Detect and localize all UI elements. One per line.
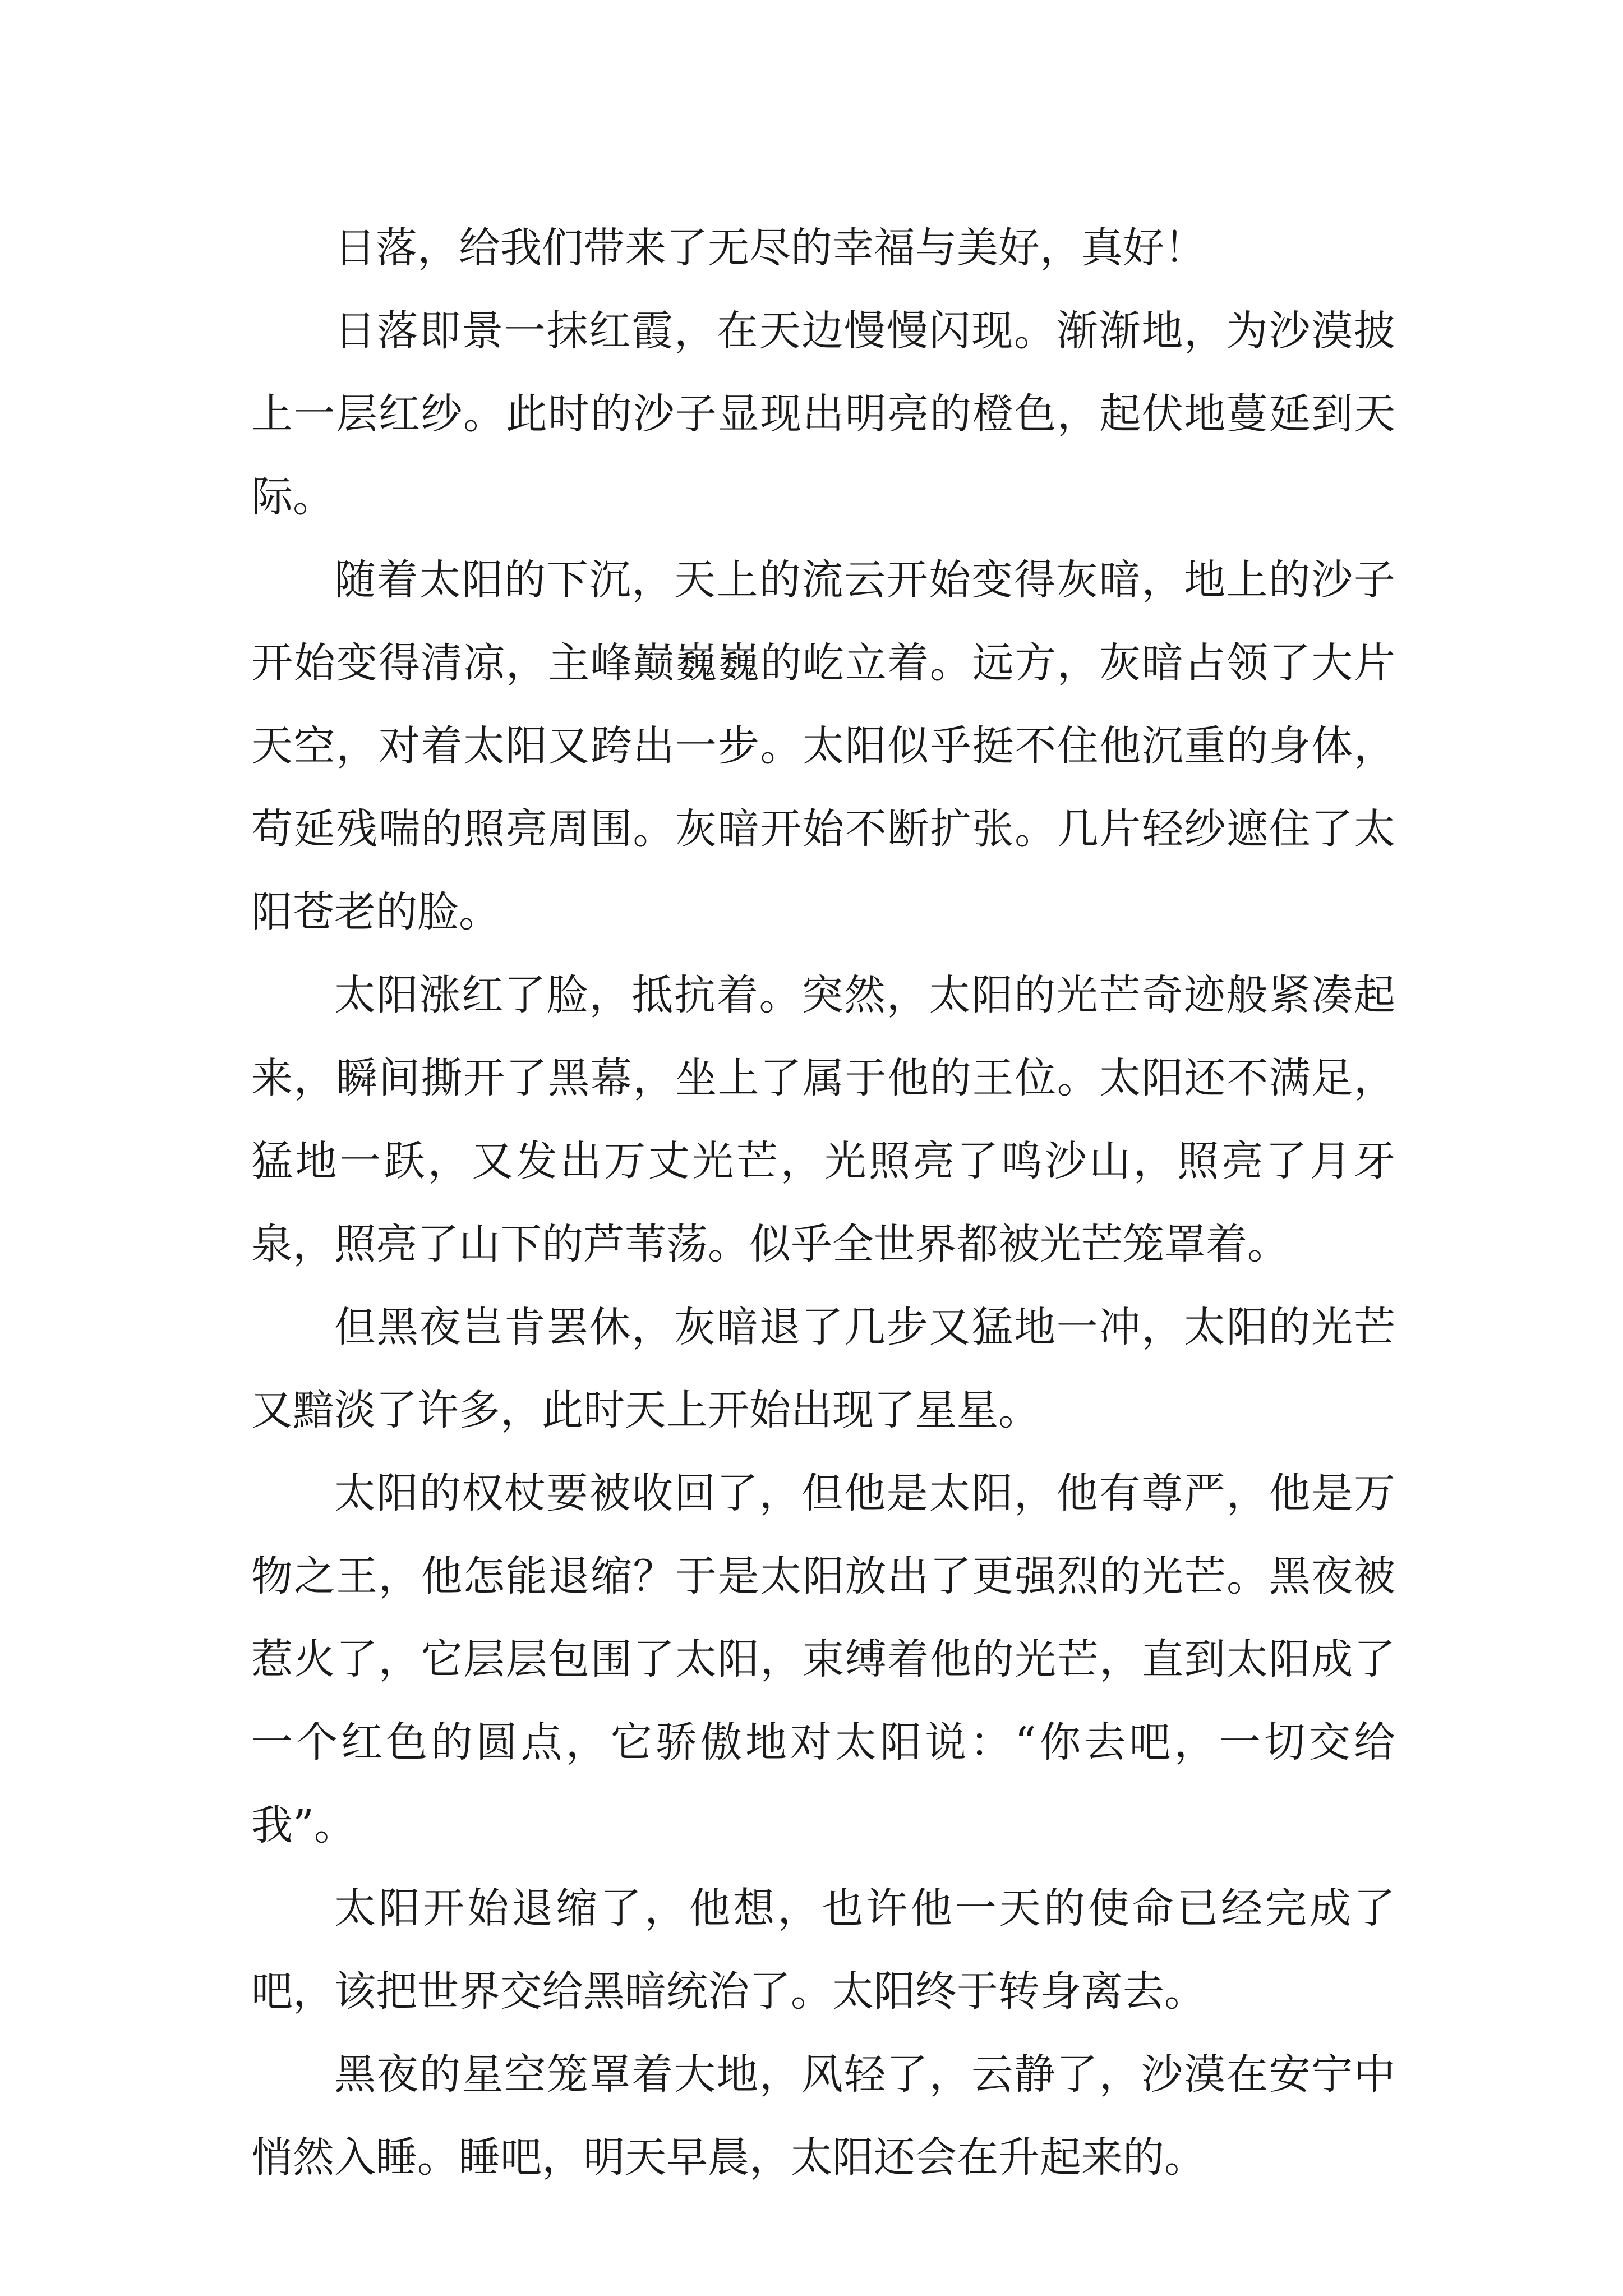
paragraph: 日落，给我们带来了无尽的幸福与美好，真好！: [334, 224, 1206, 272]
paragraph: 太阳涨红了脸，抵抗着。突然，太阳的光芒奇迹般紧凑起来，瞬间撕开了黑幕，坐上了属于他的王位。太阳还不满足，猛地一跃，又发出万丈光芒，光照亮了鸣沙山，照亮了月牙泉，照亮了山下的芦苇荡。似乎全世界都被光芒笼罩着。: [251, 971, 1395, 1268]
paragraph: 随着太阳的下沉，天上的流云开始变得灰暗，地上的沙子开始变得清凉，主峰巅巍巍的屹立着。远方，灰暗占领了大片天空，对着太阳又跨出一步。太阳似乎挺不住他沉重的身体，苟延残喘的照亮周围。灰暗开始不断扩张。几片轻纱遮住了太阳苍老的脸。: [251, 556, 1395, 936]
paragraph: 太阳开始退缩了，他想，也许他一天的使命已经完成了吧，该把世界交给黑暗统治了。太阳终于转身离去。: [251, 1884, 1395, 2016]
paragraph: 黑夜的星空笼罩着大地，风轻了，云静了，沙漠在安宁中悄然入睡。睡吧，明天早晨，太阳还会在升起来的。: [251, 2050, 1395, 2182]
paragraph: 太阳的权杖要被收回了，但他是太阳，他有尊严，他是万物之王，他怎能退缩？于是太阳放出了更强烈的光芒。黑夜被惹火了，它层层包围了太阳，束缚着他的光芒，直到太阳成了一个红色的圆点，它骄傲地对太阳说：“你去吧，一切交给我”。: [251, 1469, 1395, 1849]
paragraph: 日落即景一抹红霞，在天边慢慢闪现。渐渐地，为沙漠披上一层红纱。此时的沙子显现出明亮的橙色，起伏地蔓延到天际。: [251, 307, 1395, 521]
paragraph: 但黑夜岂肯罢休，灰暗退了几步又猛地一冲，太阳的光芒又黯淡了许多，此时天上开始出现了星星。: [251, 1303, 1395, 1434]
body-text: [251, 206, 1395, 2199]
